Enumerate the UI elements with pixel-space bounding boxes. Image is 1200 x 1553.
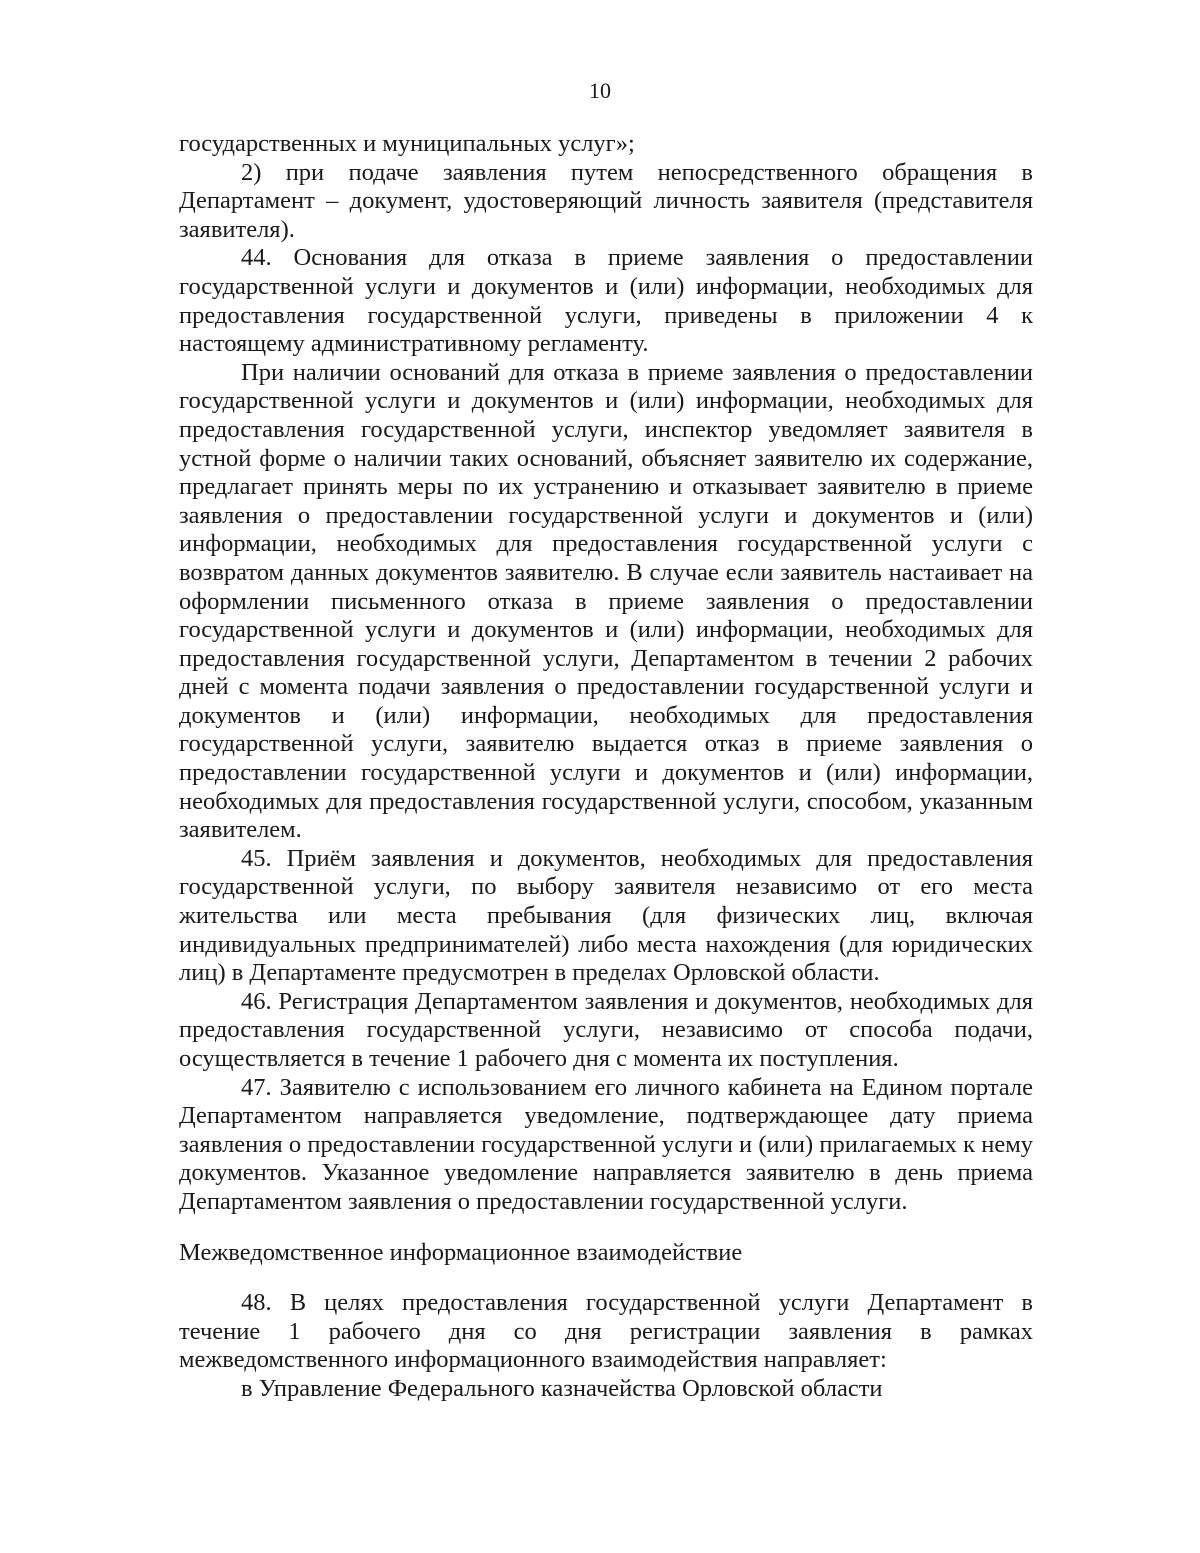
paragraph-46: 46. Регистрация Департаментом заявления и документов, необходимых для предоставления государственной услуги, независимо от способа подачи, осуществляется в течение 1 рабочего дня с момента их поступления. xyxy=(179,987,1033,1072)
paragraph-47: 47. Заявителю с использованием его личного кабинета на Едином портале Департаментом направляется уведомление, подтверждающее дату приема заявления о предоставлении государственной услуги и (или) прилагаемых к нему документов. Указанное уведомление направляется заявителю в день приема Департаментом заявления о предоставлении государственной услуги. xyxy=(179,1073,1033,1215)
page-number: 10 xyxy=(589,78,611,103)
paragraph-item-2: 2) при подаче заявления путем непосредственного обращения в Департамент – документ, удостоверяющий личность заявителя (представителя заявителя). xyxy=(179,158,1033,243)
document-body xyxy=(179,130,1033,1404)
paragraph-48: 48. В целях предоставления государственной услуги Департамент в течение 1 рабочего дня со дня регистрации заявления в рамках межведомственного информационного взаимодействия направляет: xyxy=(179,1289,1033,1374)
paragraph-48-treasury: в Управление Федерального казначейства Орловской области xyxy=(241,1374,883,1402)
paragraph-44-refusal-procedure: При наличии оснований для отказа в приеме заявления о предоставлении государственной услуги и документов и (или) информации, необходимых для предоставления государственной услуги, инспектор уведомляет заявителя в устной форме о наличии таких оснований, объясняет заявителю их содержание, предлагает принять меры по их устранению и отказывает заявителю в приеме заявления о предоставлении государственной услуги и документов и (или) информации, необходимых для предоставления государственной услуги с возвратом данных документов заявителю. В случае если заявитель настаивает на оформлении письменного отказа в приеме заявления о предоставлении государственной услуги и документов и (или) информации, необходимых для предоставления государственной услуги, Департаментом в течении 2 рабочих дней с момента подачи заявления о предоставлении государственной услуги и документов и (или) информации, необходимых для предоставления государственной услуги, заявителю выдается отказ в приеме заявления о предоставлении государственной услуги и документов и (или) информации, необходимых для предоставления государственной услуги, способом, указанным заявителем. xyxy=(179,358,1033,844)
section-heading: Межведомственное информационное взаимодействие xyxy=(179,1238,743,1266)
paragraph-44: 44. Основания для отказа в приеме заявления о предоставлении государственной услуги и документов и (или) информации, необходимых для предоставления государственной услуги, приведены в приложении 4 к настоящему административному регламенту. xyxy=(179,244,1033,358)
paragraph-continuation: государственных и муниципальных услуг»; xyxy=(179,130,635,157)
paragraph-45: 45. Приём заявления и документов, необходимых для предоставления государственной услуги, по выбору заявителя независимо от его места жительства или места пребывания (для физических лиц, включая индивидуальных предпринимателей) либо места нахождения (для юридических лиц) в Департаменте предусмотрен в пределах Орловской области. xyxy=(179,844,1033,987)
